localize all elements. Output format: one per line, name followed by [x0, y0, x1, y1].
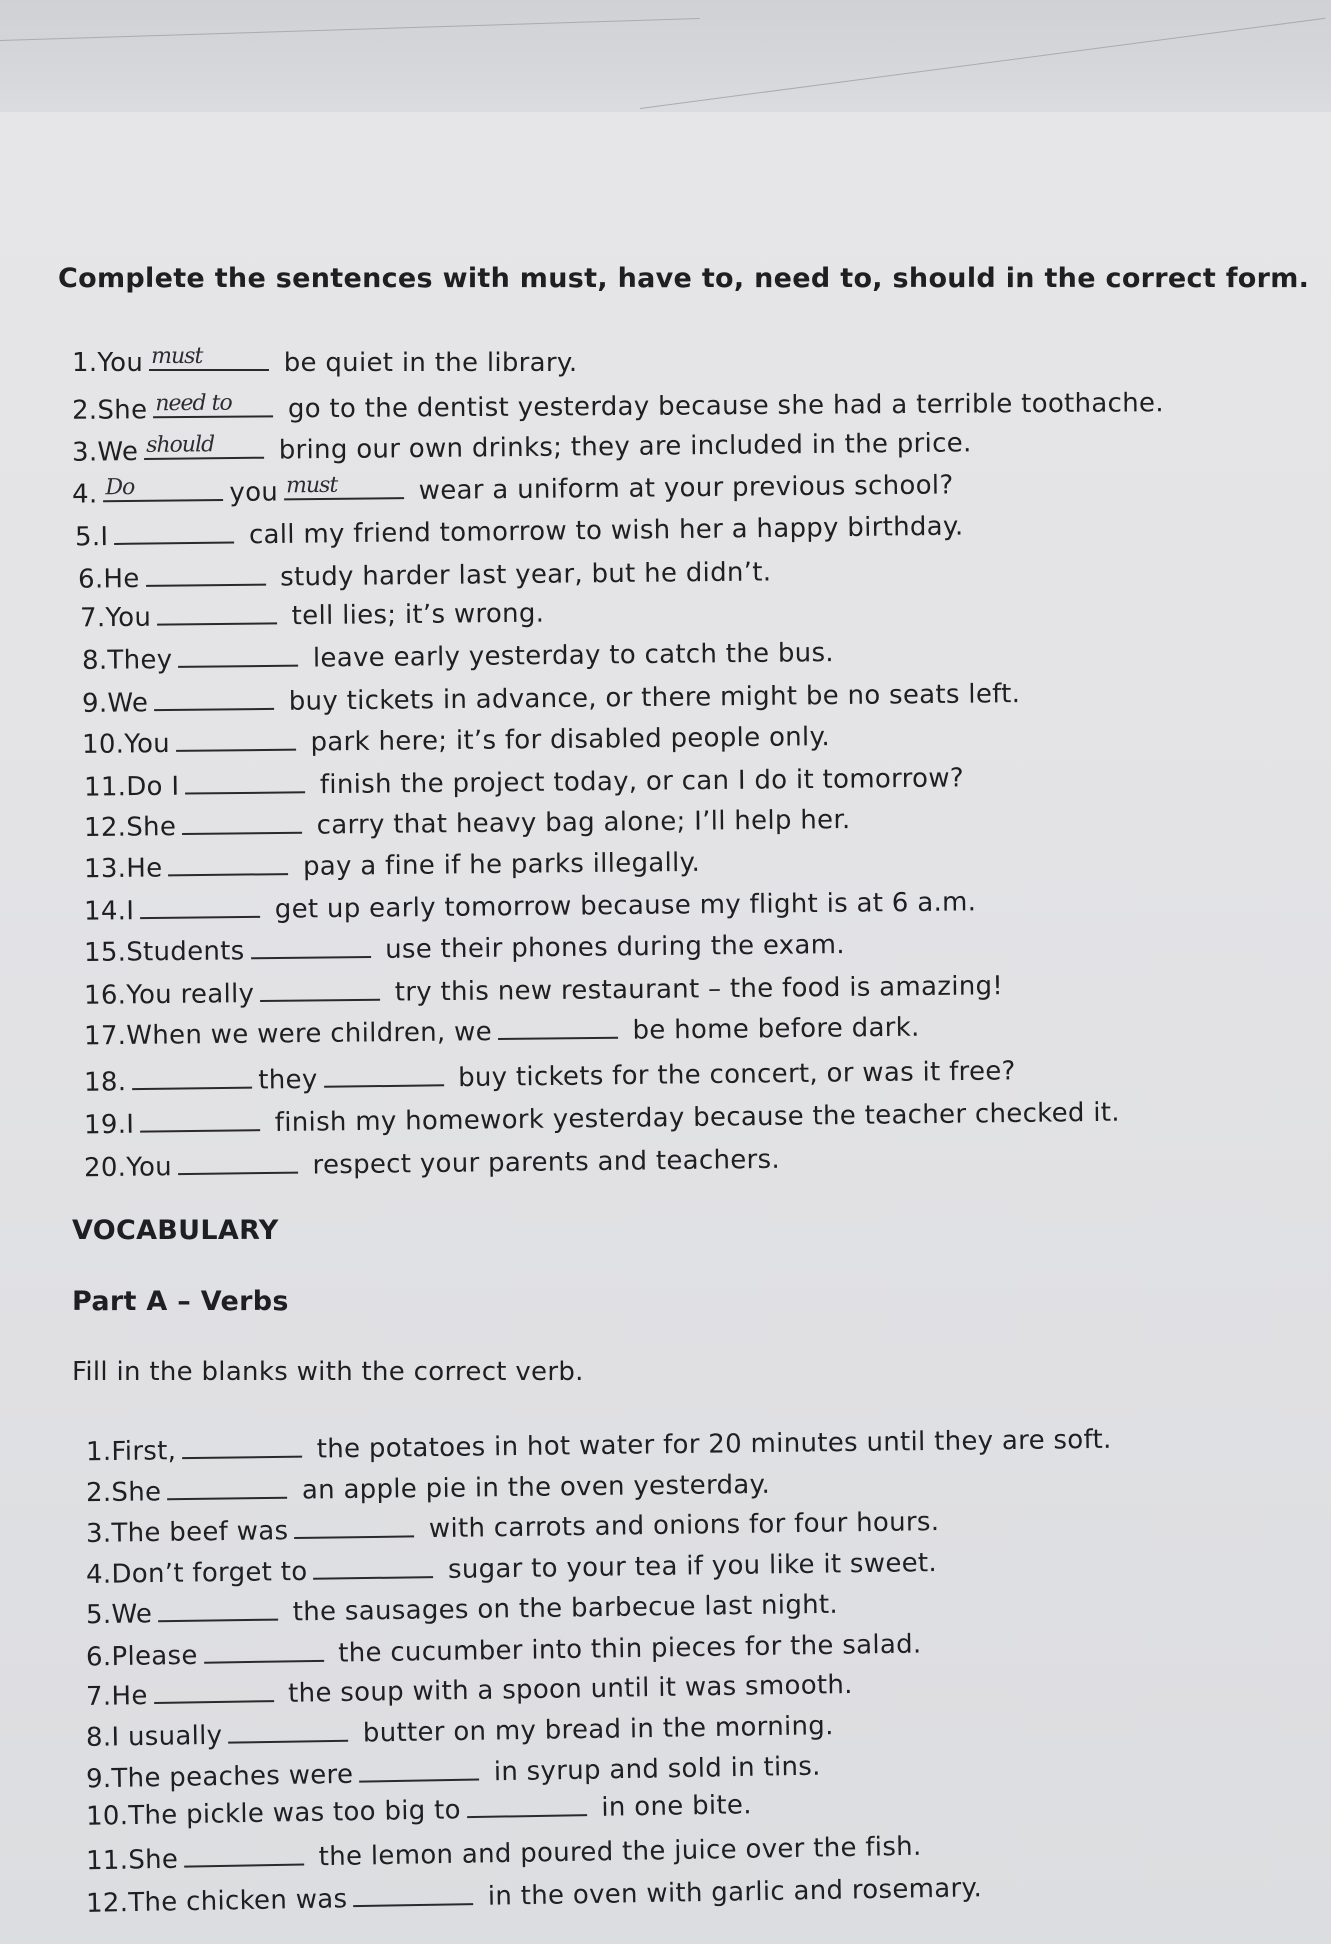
sentence-start: The beef was [111, 1516, 289, 1549]
sentence-end: in one bite. [592, 1790, 753, 1823]
item-number: 4. [71, 479, 98, 510]
sentence-start: He [126, 853, 163, 884]
photo-background-top [0, 0, 1331, 115]
sentence-start: Students [126, 936, 245, 968]
sentence-start: We [111, 1599, 153, 1630]
sentence-row [84, 847, 700, 884]
item-number: 11. [83, 772, 127, 803]
sentence-end: butter on my bread in the morning. [354, 1711, 834, 1749]
answer-blank[interactable] [228, 1718, 348, 1744]
sentence-end: in syrup and sold in tins. [484, 1751, 821, 1788]
sentence-end: carry that heavy bag alone; I’ll help her. [307, 804, 851, 841]
sentence-end: finish my homework yesterday because the teacher checked it. [266, 1097, 1121, 1139]
item-number: 5. [85, 1599, 112, 1631]
item-number: 18. [83, 1067, 127, 1098]
sentence-end: the sausages on the barbecue last night. [284, 1589, 839, 1628]
instruction-text: Fill in the blanks with the correct verb. [72, 1357, 584, 1387]
answer-blank[interactable] [140, 894, 260, 919]
sentence-end: try this new restaurant – the food is amazing! [386, 971, 1004, 1008]
item-number: 11. [85, 1845, 129, 1877]
item-number: 1. [72, 348, 98, 378]
sentence-start: The chicken was [128, 1884, 348, 1919]
vocabulary-heading: VOCABULARY [72, 1215, 279, 1246]
item-number: 3. [71, 437, 98, 468]
answer-blank[interactable] [178, 643, 298, 668]
sentence-end: get up early tomorrow because my flight is at 6 a.m. [266, 887, 977, 925]
answer-blank[interactable] [359, 1757, 479, 1783]
answer-blank[interactable] [114, 519, 234, 544]
paper-crease [640, 18, 1325, 109]
sentence-end: in the oven with garlic and rosemary. [479, 1873, 983, 1912]
sentence-start: Please [111, 1640, 198, 1673]
answer-blank[interactable] [168, 851, 288, 876]
sentence-end: be quiet in the library. [275, 348, 578, 378]
item-number: 7. [85, 1681, 112, 1713]
sentence-start: She [97, 395, 148, 426]
answer-blank[interactable] [103, 474, 223, 502]
part-a-heading: Part A – Verbs [72, 1286, 289, 1317]
sentence-end: study harder last year, but he didn’t. [271, 557, 772, 593]
item-number: 19. [83, 1109, 127, 1141]
sentence-start: First, [111, 1436, 177, 1467]
sentence-start: You [124, 728, 171, 760]
answer-blank[interactable] [185, 769, 305, 794]
answer-blank[interactable] [250, 934, 370, 959]
sentence-end: the cucumber into thin pieces for the salad. [329, 1629, 922, 1669]
item-number: 1. [85, 1436, 112, 1468]
answer-blank[interactable] [167, 1475, 287, 1500]
item-number: 7. [79, 603, 106, 634]
item-number: 12. [83, 812, 127, 844]
answer-blank[interactable] [313, 1554, 433, 1580]
handwritten-answer: must [285, 472, 338, 499]
sentence-row [72, 344, 578, 378]
sentence-end: go to the dentist yesterday because she had a terrible toothache. [279, 388, 1164, 425]
sentence-start: They [107, 644, 173, 676]
answer-blank[interactable] [284, 472, 404, 500]
answer-blank[interactable] [182, 1434, 302, 1459]
sentence-start: You really [126, 979, 255, 1011]
sentence-end: leave early yesterday to catch the bus. [304, 638, 835, 674]
handwritten-answer: Do [105, 474, 135, 501]
sentence-start: I usually [111, 1720, 223, 1753]
answer-blank[interactable] [140, 1107, 260, 1132]
item-number: 6. [85, 1642, 112, 1673]
sentence-middle: they [258, 1064, 318, 1096]
sentence-end: an apple pie in the oven yesterday. [293, 1469, 771, 1506]
sentence-start: You [105, 602, 152, 634]
item-number: 2. [71, 395, 98, 426]
answer-blank[interactable] [323, 1062, 443, 1087]
sentence-end: buy tickets for the concert, or was it free? [449, 1056, 1016, 1094]
handwritten-answer: must [151, 344, 203, 369]
paper-crease [0, 18, 700, 41]
sentence-row [80, 598, 545, 634]
sentence-end: the soup with a spoon until it was smooth. [279, 1669, 853, 1709]
item-number: 20. [83, 1152, 127, 1184]
sentence-start: The pickle was too big to [128, 1795, 462, 1832]
item-number: 8. [85, 1722, 112, 1753]
handwritten-answer: need to [155, 390, 232, 417]
item-number: 9. [85, 1763, 112, 1795]
item-number: 9. [81, 688, 108, 719]
sentence-start: We [107, 688, 149, 719]
sentence-end: tell lies; it’s wrong. [282, 598, 545, 632]
item-number: 10. [85, 1801, 129, 1832]
answer-blank[interactable] [203, 1638, 323, 1664]
sentence-end: the lemon and poured the juice over the fish. [309, 1831, 922, 1873]
sentence-end: buy tickets in advance, or there might be no seats left. [280, 679, 1021, 717]
item-number: 8. [81, 645, 108, 676]
sentence-start: I [126, 896, 135, 927]
sentence-start: I [100, 522, 109, 553]
answer-blank[interactable] [145, 562, 265, 587]
sentence-start: When we were children, we [126, 1017, 493, 1051]
answer-blank[interactable] [149, 344, 269, 371]
item-number: 13. [83, 853, 127, 885]
sentence-end: finish the project today, or can I do it tomorrow? [311, 763, 965, 801]
answer-blank[interactable] [260, 977, 380, 1002]
sentence-start: Don’t forget to [111, 1556, 308, 1590]
sentence-end: use their phones during the exam. [376, 930, 846, 965]
sentence-start: He [103, 563, 140, 595]
answer-blank[interactable] [182, 810, 302, 835]
item-number: 6. [77, 564, 104, 595]
sentence-start: She [126, 812, 177, 843]
sentence-end: park here; it’s for disabled people only. [301, 722, 831, 758]
sentence-end: be home before dark. [623, 1012, 920, 1046]
answer-blank[interactable] [184, 1841, 304, 1867]
sentence-start: We [97, 437, 139, 468]
item-number: 3. [85, 1518, 112, 1549]
answer-blank[interactable] [132, 1065, 252, 1090]
answer-blank[interactable] [353, 1881, 473, 1907]
sentence-end: with carrots and onions for four hours. [420, 1507, 940, 1545]
item-number: 10. [81, 729, 125, 760]
sentence-start: You [126, 1152, 173, 1183]
sentence-end: the potatoes in hot water for 20 minutes until they are soft. [308, 1424, 1112, 1465]
sentence-end: sugar to your tea if you like it sweet. [439, 1548, 938, 1586]
sentence-end: call my friend tomorrow to wish her a happy birthday. [240, 511, 964, 551]
sentence-start: I [126, 1109, 135, 1140]
sentence-end: pay a fine if he parks illegally. [294, 847, 701, 883]
answer-blank[interactable] [158, 1597, 278, 1623]
answer-blank[interactable] [178, 1150, 298, 1175]
sentence-start: She [111, 1477, 162, 1508]
answer-blank[interactable] [153, 390, 273, 418]
item-number: 5. [74, 522, 101, 553]
item-number: 12. [85, 1888, 129, 1919]
answer-blank[interactable] [153, 1678, 273, 1704]
exercise-title: Complete the sentences with must, have to, need to, should in the correct form. [58, 263, 1310, 294]
answer-blank[interactable] [467, 1792, 587, 1818]
sentence-start: Do I [126, 771, 180, 803]
item-number: 17. [83, 1020, 127, 1052]
handwritten-answer: should [146, 432, 215, 458]
sentence-middle: you [229, 477, 279, 508]
item-number: 15. [83, 937, 127, 968]
answer-blank[interactable] [176, 727, 296, 752]
item-number: 4. [85, 1559, 112, 1590]
answer-blank[interactable] [154, 686, 274, 711]
item-number: 14. [83, 896, 127, 927]
sentence-end: wear a uniform at your previous school? [409, 470, 954, 507]
answer-blank[interactable] [157, 600, 277, 625]
sentence-end: respect your parents and teachers. [303, 1144, 781, 1181]
sentence-start: The peaches were [111, 1759, 354, 1794]
sentence-end: bring our own drinks; they are included in the price. [270, 428, 972, 466]
item-number: 2. [85, 1477, 112, 1509]
sentence-start: She [128, 1844, 179, 1876]
answer-blank[interactable] [294, 1513, 414, 1539]
sentence-start: You [97, 348, 144, 378]
answer-blank[interactable] [498, 1015, 618, 1040]
sentence-start: He [111, 1681, 148, 1712]
item-number: 16. [83, 980, 127, 1011]
answer-blank[interactable] [144, 432, 264, 460]
